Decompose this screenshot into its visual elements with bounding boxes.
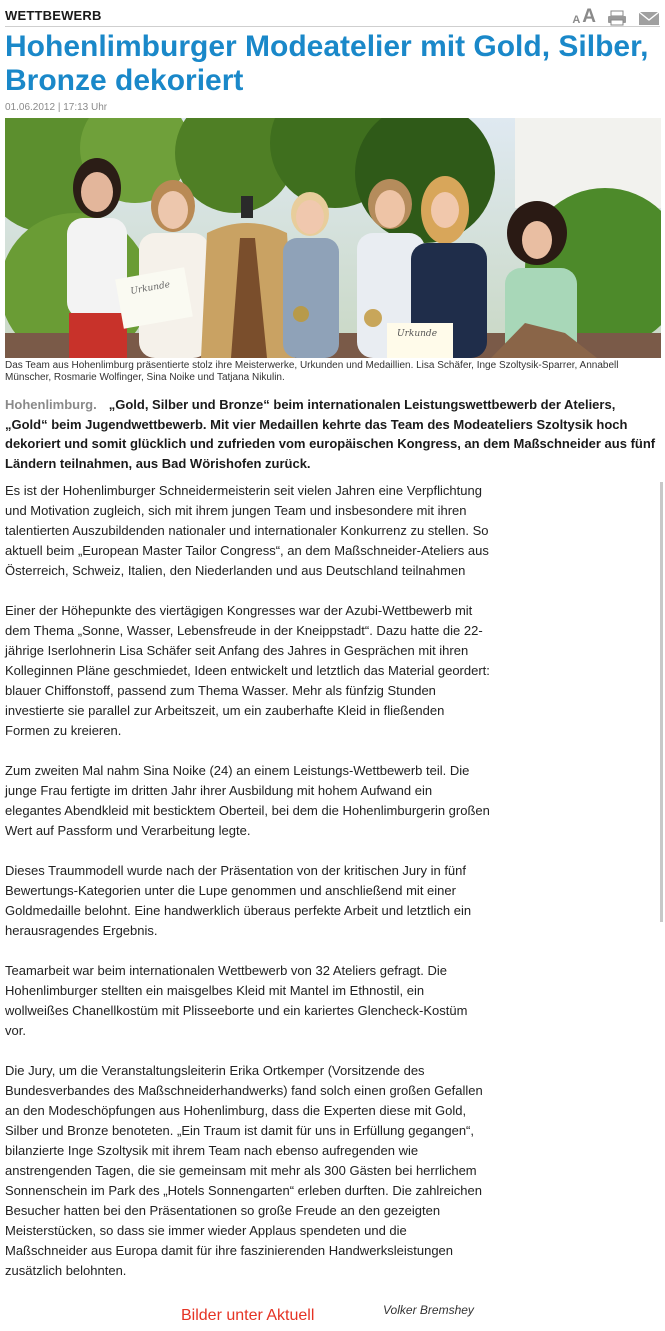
mail-icon[interactable] (638, 10, 660, 26)
images-link[interactable]: Bilder unter Aktuell (181, 1307, 315, 1324)
body-paragraph: Die Jury, um die Veranstaltungsleiterin Erika Ortkemper (Vorsitzende des Bundesverbandes des Maßschneiderhandwerks) fand solch einen großen Gefallen an den Modeschöpfungen aus Hohenlimburg, dass die Experten diese mit Gold, Silber und Bronze benoteten. „Ein Traum ist damit für uns in Erfüllung gegangen“, bilanzierte Inge Szoltysik mit ihrem Team nach ebenso aufregenden wie anstrengenden Tagen, die sie gemeinsam mit mehr als 300 Gästen bei herrlichem Sonnenschein im Park des „Hotels Sonnengarten“ erleben durften. Die zahlreichen Besucher hatten bei den Präsentationen so große Freude an den gezeigten Meisterstücken, so dass sie immer wieder Applaus spendeten und die Maßschneider aus Europa damit für ihre faszinierenden Handwerksleistungen zusätzlich belohnten. (5, 1063, 483, 1278)
body-paragraph: Es ist der Hohenlimburger Schneidermeisterin seit vielen Jahren eine Verpflichtung und Motivation zugleich, sich mit ihrem jungen Team und insbesondere mit ihren talentierten Auszubildenden nationaler und internationaler Konkurrenz zu stellen. So aktuell beim „European Master Tailor Congress“, an dem Maßschneider-Ateliers aus Österreich, Schweiz, Italien, den Niederlanden und aus Deutschland teilnahmen (5, 483, 489, 578)
font-larger-button[interactable]: A (582, 6, 596, 27)
body-paragraph: Teamarbeit war beim internationalen Wettbewerb von 32 Ateliers gefragt. Die Hohenlimburger stellten ein maisgelbes Kleid mit Mantel im Ethnostil, ein wollweißes Chanellkostüm mit Plisseeborte und ein kariertes Glencheck-Kostüm vor. (5, 963, 468, 1038)
article-toolbar (5, 4, 660, 27)
font-smaller-button[interactable]: A (572, 14, 581, 26)
lead-text: „Gold, Silber und Bronze“ beim internationalen Leistungswettbewerb der Ateliers, „Gold“ beim Jugendwettbewerb. Mit vier Medaillen kehrte das Team des Modeateliers Szoltysik hoch dekoriert und somit glücklich und zufrieden vom europäischen Kongress, an dem Maßschneider aus fünf Ländern teilnahmen, aus Bad Wörishofen zurück. (5, 397, 656, 471)
article-footer (0, 1302, 665, 1328)
article-photo[interactable] (5, 118, 661, 358)
body-paragraph: Zum zweiten Mal nahm Sina Noike (24) an einem Leistungs-Wettbewerb teil. Die junge Frau fertigte im dritten Jahr ihrer Ausbildung mit hohem Aufwand ein elegantes Abendkleid mit besticktem Oberteil, bei dem die Hohenlimburgerin großen Wert auf Passform und Verarbeitung legte. (5, 763, 490, 838)
article-lead (5, 395, 660, 473)
article-headline: Hohenlimburger Modeatelier mit Gold, Silber, Bronze dekoriert (5, 30, 649, 97)
scrollbar[interactable] (660, 482, 663, 922)
article-author: Volker Bremshey (383, 1303, 474, 1317)
article-tools (572, 4, 660, 26)
font-size-toggle[interactable] (572, 7, 596, 26)
body-paragraph: Einer der Höhepunkte des viertägigen Kongresses war der Azubi-Wettbewerb mit dem Thema „Sonne, Wasser, Lebensfreude in der Kneippstadt“. Dazu hatte die 22-jährige Iserlohnerin Lisa Schäfer seit Anfang des Jahres in Gesprächen mit ihren Kolleginnen Pläne geschmiedet, Ideen entwickelt und letztlich das Material geordert: blauer Chiffonstoff, passend zum Thema Wasser. Mehr als fünfzig Stunden investierte sie parallel zur Arbeitszeit, um ein zauberhafte Kleid in fließenden Formen zu kreieren. (5, 603, 490, 738)
lead-place: Hohenlimburg. (5, 397, 97, 412)
body-paragraph: Dieses Traummodell wurde nach der Präsentation von der kritischen Jury in fünf Bewertungs-Kategorien unter die Lupe genommen und anschließend mit einer Goldmedaille belohnt. Eine handwerklich überaus perfekte Arbeit und letztlich ein herausragendes Ergebnis. (5, 863, 472, 938)
article-body (5, 481, 491, 1301)
print-icon[interactable] (606, 10, 628, 26)
certificate-text-2: Urkunde (397, 329, 438, 339)
publish-date: 01.06.2012 | 17:13 Uhr (5, 102, 108, 113)
section-label: WETTBEWERB (5, 8, 102, 23)
team-photo-illustration (5, 118, 661, 358)
certificate-text-1: Urkunde (129, 280, 171, 297)
photo-caption: Das Team aus Hohenlimburg präsentierte stolz ihre Meisterwerke, Urkunden und Medaillien. Lisa Schäfer, Inge Szoltysik-Sparrer, Annabell Münscher, Rosmarie Wolfinger, Sina Noike und Tatjana Nikulin. (5, 360, 619, 383)
